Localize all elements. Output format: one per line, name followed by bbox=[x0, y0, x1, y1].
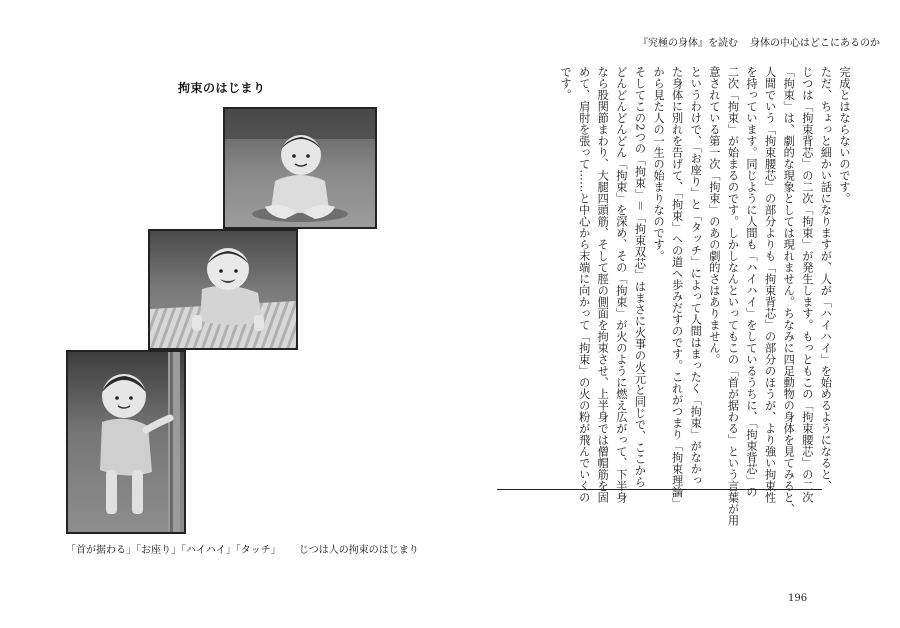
text-line: どんどんどんどん「拘束」を深め、その「拘束」が火のように燃え広がって、下半身 bbox=[614, 66, 628, 503]
text-line: た身体に別れを告げて、「拘束」への道へ歩みだすのです。これがつまり「拘束理論」 bbox=[670, 66, 684, 509]
text-line: 完成とはならないのです。 bbox=[838, 66, 851, 204]
vertical-body-text bbox=[508, 66, 853, 526]
baby-crawling-illustration bbox=[150, 231, 296, 348]
footer-rule bbox=[497, 489, 822, 490]
text-line: ただ、ちょっと細かい話になりますが、人が「ハイハイ」を始めるようになると、 bbox=[819, 66, 833, 492]
text-line: です。 bbox=[559, 66, 573, 101]
running-head-book: 『究極の身体』を読む bbox=[638, 38, 738, 49]
text-line: というわけで、「お座り」と「タッチ」によって人間はまったく「拘束」がなかっ bbox=[689, 66, 703, 486]
text-line: そしてこの2つの「拘束」＝「拘束双芯」はまさに火事の火元と同じで、ここから bbox=[633, 66, 647, 488]
baby-sitting-photo bbox=[223, 107, 377, 229]
text-line: 意されている第一次「拘束」のあの劇的さはありません。 bbox=[707, 66, 721, 365]
running-head bbox=[638, 34, 880, 49]
text-line: じつは「拘束背芯」の二次「拘束」が発生します。もっともこの「拘束腰芯」の二次 bbox=[800, 66, 814, 503]
text-line: 二次「拘束」が始まるのです。しかしなんといってもこの「首が据わる」という言葉が用 bbox=[726, 66, 740, 526]
baby-sitting-illustration bbox=[225, 109, 375, 227]
baby-crawling-photo bbox=[148, 229, 298, 350]
baby-standing-illustration bbox=[68, 352, 184, 532]
section-title: 拘束のはじまり bbox=[178, 81, 266, 95]
text-line: 「拘束」は、劇的な現象としては現れません。ちなみに四足動物の身体を見てみると、 bbox=[782, 66, 796, 515]
baby-standing-photo bbox=[66, 350, 186, 534]
text-line: なら股関節まわり、大腿四頭筋、そして脛の側面を拘束させ、上半身では僧帽筋を固 bbox=[596, 66, 610, 503]
photo-caption bbox=[66, 541, 419, 556]
running-head-chapter: 身体の中心はどこにあるのか bbox=[750, 38, 880, 49]
text-line: めて、肩肘を張って……と中心から末端に向かって「拘束」の火の粉が飛んでいくの bbox=[577, 66, 591, 503]
caption-text: じつは人の拘束のはじまり bbox=[298, 545, 419, 556]
text-line: から見た人の一生の始まりなのです。 bbox=[652, 66, 666, 262]
text-line: を持っています。同じように人間も「ハイハイ」をしているうちに、「拘束背芯」の bbox=[745, 66, 759, 498]
page-number: 196 bbox=[788, 593, 808, 604]
caption-stages: 「首が据わる」「お座り」「ハイハイ」「タッチ」 bbox=[66, 545, 281, 556]
text-line: 人間でいう「拘束腰芯」の部分よりも「拘束背芯」の部分のほうが、より強い拘束性 bbox=[763, 66, 777, 503]
